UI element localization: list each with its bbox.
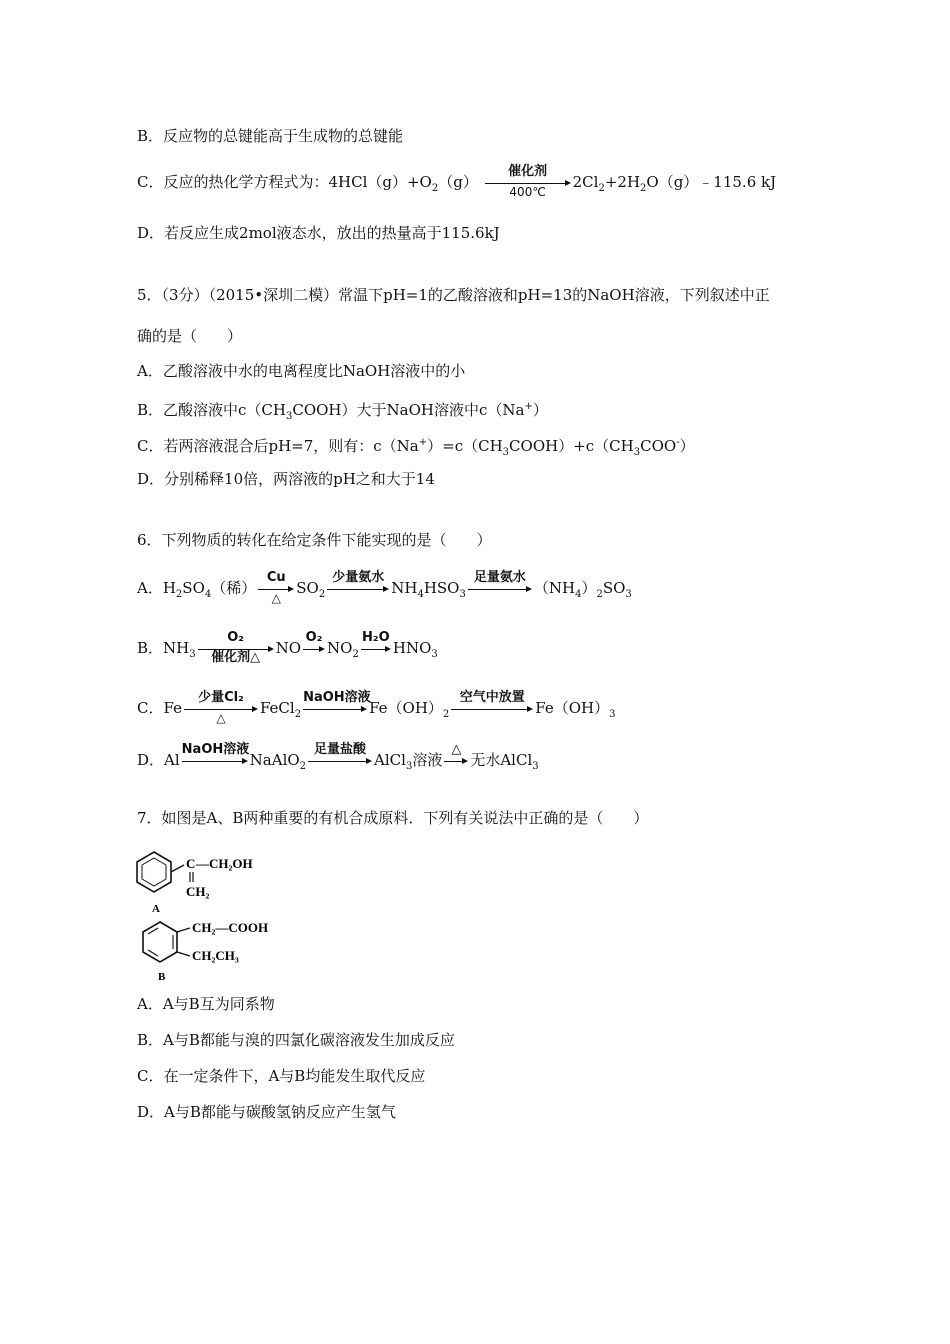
q6-option-c (137, 692, 616, 726)
reaction-arrow (468, 572, 532, 606)
q6b-t4: HNO (392, 639, 432, 657)
q6b-t1: B．NH (137, 639, 190, 657)
q6d-s3: 3 (532, 761, 539, 772)
q5c-sup1: + (418, 437, 428, 448)
q5c-t2: ）=c（CH (427, 437, 503, 455)
q6b-s1: 3 (189, 649, 196, 660)
reaction-arrow (184, 692, 258, 726)
q6c-s3: 3 (609, 709, 616, 720)
q6d-s2: 3 (405, 761, 413, 772)
mol-a-chain: —CH₂OH (196, 856, 253, 871)
q6b-t2: NO (275, 639, 302, 657)
q4c-text-2: （g） (438, 173, 478, 191)
reaction-arrow (451, 692, 533, 726)
q5b-t3: ） (532, 401, 548, 419)
mol-b-top-chain: CH₂—COOH (192, 920, 269, 935)
q6a-s8: 3 (625, 589, 632, 600)
arrow-condition-top: NaOH溶液 (181, 742, 250, 757)
q6a-s5: 3 (459, 589, 466, 600)
q6c-s2: 2 (442, 709, 450, 720)
q4-option-c (137, 166, 776, 200)
reaction-arrow (258, 572, 294, 606)
q4c-sub-3: 2 (640, 183, 647, 194)
q5-option-c (137, 433, 695, 463)
q5b-s1: 3 (285, 411, 293, 422)
q6d-t5: 无水AlCl (470, 751, 533, 769)
reaction-arrow (485, 166, 571, 200)
arrow-condition-top: △ (451, 742, 462, 757)
q5c-s2: 3 (633, 447, 641, 458)
q5c-t3: COOH）+c（CH (509, 437, 634, 455)
arrow-condition-top: 足量氨水 (473, 570, 526, 585)
q6c-t4: Fe（OH） (535, 699, 610, 717)
mol-a-label: A (152, 903, 160, 915)
q5b-t2: COOH）大于NaOH溶液中c（Na (292, 401, 525, 419)
q6a-s4: 4 (417, 589, 424, 600)
arrow-condition-top: 催化剂 (508, 164, 548, 179)
q6a-t4: SO (296, 579, 319, 597)
arrow-condition-bottom: 催化剂△ (211, 650, 261, 665)
q5-stem-line-2: 确的是（ ） (137, 327, 243, 345)
arrow-condition-top: 少量Cl₂ (198, 690, 244, 705)
mol-b-label: B (158, 971, 166, 983)
q6b-t3: NO (327, 639, 353, 657)
q4c-text-4: +2H (604, 173, 641, 191)
q5-option-b (137, 397, 548, 427)
q6-option-a (137, 572, 632, 606)
arrow-condition-bottom: △ (271, 591, 281, 605)
q6d-t3: AlCl (374, 751, 406, 769)
q5b-t1: B．乙酸溶液中c（CH (137, 401, 286, 419)
q6a-t3: （稀） (211, 579, 257, 597)
q4-option-b: B．反应物的总键能高于生成物的总键能 (137, 127, 404, 145)
q7-option-b: B．A与B都能与溴的四氯化碳溶液发生加成反应 (137, 1031, 455, 1049)
q6a-t1: A．H (137, 579, 176, 597)
mol-a-methylene: CH₂ (186, 884, 210, 899)
q6a-t8: ） (581, 579, 597, 597)
q6d-s1: 2 (299, 761, 307, 772)
q7-option-c: C．在一定条件下，A与B均能发生取代反应 (137, 1067, 426, 1085)
q5-stem-line-1: 5．（3分）（2015•深圳二模）常温下pH=1的乙酸溶液和pH=13的NaOH溶液，下列叙述中正 (137, 286, 770, 304)
q5c-s1: 3 (502, 447, 510, 458)
q6-stem: 6．下列物质的转化在给定条件下能实现的是（ ） (137, 531, 492, 549)
q6a-s6: 4 (575, 589, 582, 600)
q6d-t1: D．Al (137, 751, 180, 769)
q6a-t9: SO (602, 579, 626, 597)
reaction-arrow (361, 632, 391, 666)
reaction-arrow (308, 744, 372, 778)
arrow-condition-bottom: 400℃ (509, 185, 546, 199)
q4c-sub: 2 (431, 183, 439, 194)
q4c-sub-2: 2 (598, 183, 605, 194)
reaction-arrow (182, 744, 248, 778)
q5c-t5: ） (679, 437, 695, 455)
arrow-condition-top: 空气中放置 (459, 690, 525, 705)
q6b-s3: 3 (431, 649, 438, 660)
arrow-condition-top: Cu (266, 570, 286, 585)
reaction-arrow (303, 632, 325, 666)
q6a-t6: HSO (423, 579, 460, 597)
q5c-t1: C．若两溶液混合后pH=7，则有：c（Na (137, 437, 419, 455)
arrow-condition-top: NaOH溶液 (303, 690, 371, 705)
q6d-t4: 溶液 (412, 751, 443, 769)
q4-option-d: D．若反应生成2mol液态水，放出的热量高于115.6kJ (137, 224, 500, 242)
structure-a (132, 848, 272, 916)
q5c-t4: COO (640, 437, 677, 455)
q6c-s1: 2 (294, 709, 302, 720)
mol-a-carbon: C (186, 856, 196, 871)
reaction-arrow (198, 632, 274, 666)
q4c-text-5: O（g）﹣115.6 kJ (646, 173, 777, 191)
q4c-text-1: C．反应的热化学方程式为：4HCl（g）+O (137, 173, 432, 191)
arrow-condition-top: 少量氨水 (332, 570, 385, 585)
q6a-t5: NH (391, 579, 418, 597)
q6a-t2: SO (182, 579, 205, 597)
q7-option-a: A．A与B互为同系物 (137, 995, 275, 1013)
arrow-condition-top: O₂ (305, 630, 323, 645)
reaction-arrow (303, 690, 371, 726)
q6a-t7: （NH (533, 579, 576, 597)
q5b-sup: + (524, 401, 533, 412)
q6a-s3: 2 (318, 589, 326, 600)
q6-option-b (137, 632, 438, 666)
q6a-s7: 2 (596, 589, 603, 600)
q5-option-d: D．分别稀释10倍，两溶液的pH之和大于14 (137, 470, 435, 488)
q6-option-d (137, 744, 539, 778)
reaction-arrow (327, 572, 389, 606)
structure-b (138, 916, 288, 986)
q6b-s2: 2 (352, 649, 359, 660)
arrow-condition-top: 足量盐酸 (314, 742, 367, 757)
arrow-condition-top: O₂ (227, 630, 244, 645)
q5-option-a: A．乙酸溶液中水的电离程度比NaOH溶液中的小 (137, 362, 466, 380)
q6c-t2: FeCl (259, 699, 295, 717)
q6a-s2: 4 (204, 589, 212, 600)
q7-stem: 7．如图是A、B两种重要的有机合成原料．下列有关说法中正确的是（ ） (137, 809, 649, 827)
q4c-text-3: 2Cl (572, 173, 599, 191)
mol-b-bottom-chain: CH₂CH₃ (192, 948, 239, 963)
arrow-condition-top: H₂O (362, 630, 390, 645)
q5c-sup2: - (676, 437, 680, 448)
q6c-t1: C．Fe (137, 699, 182, 717)
arrow-condition-bottom: △ (216, 711, 226, 725)
q7-option-d: D．A与B都能与碳酸氢钠反应产生氢气 (137, 1103, 396, 1121)
q6a-s1: 2 (175, 589, 183, 600)
q6c-t3: Fe（OH） (369, 699, 443, 717)
reaction-arrow (444, 744, 468, 778)
q6d-t2: NaAlO (249, 751, 300, 769)
